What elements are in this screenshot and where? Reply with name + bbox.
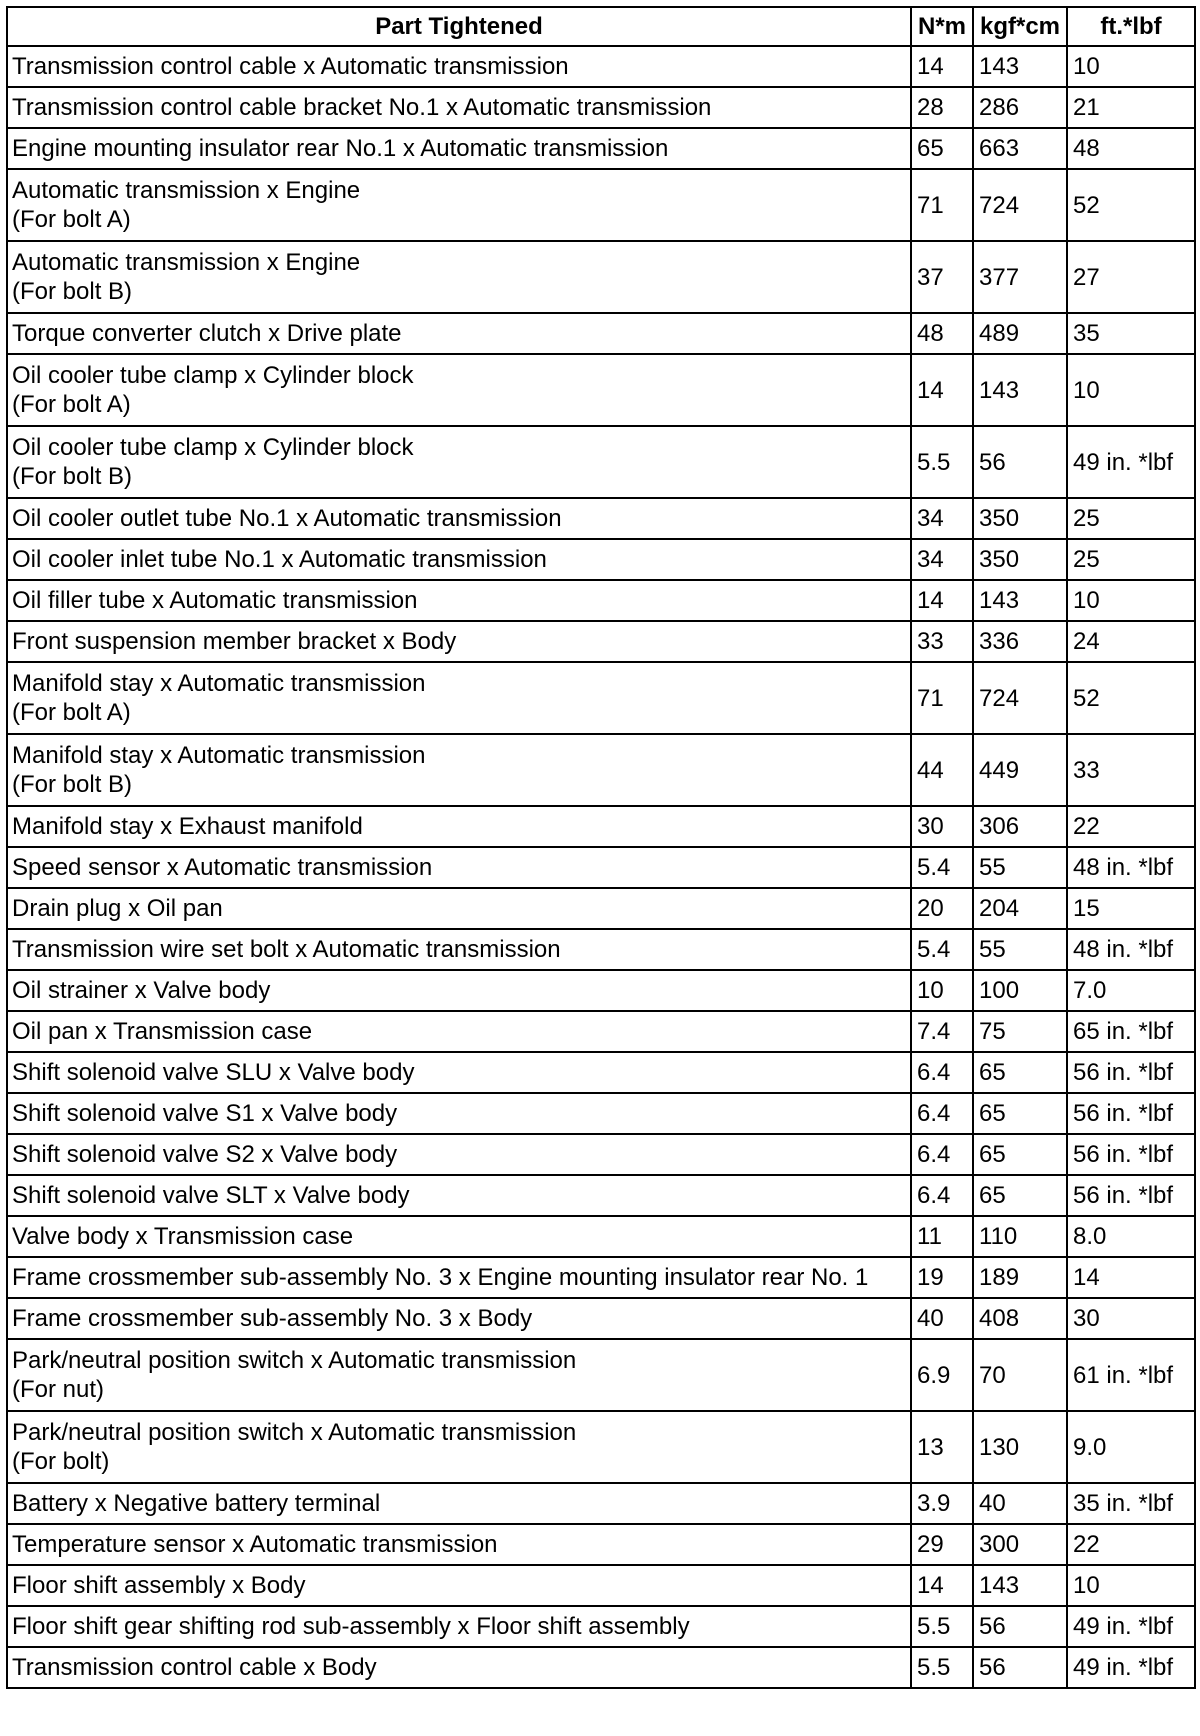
torque-ftlbf-cell: 52 <box>1067 169 1195 241</box>
part-qualifier: (For bolt B) <box>12 771 133 798</box>
part-name: Shift solenoid valve S2 x Valve body <box>12 1141 398 1168</box>
table-row <box>7 621 1195 662</box>
torque-nm-cell: 14 <box>911 46 973 87</box>
torque-kgfcm-cell: 336 <box>973 621 1067 662</box>
table-row <box>7 734 1195 806</box>
part-tightened-cell <box>7 580 911 621</box>
torque-ftlbf-cell: 10 <box>1067 354 1195 426</box>
part-name: Transmission control cable x Body <box>12 1654 377 1681</box>
table-row <box>7 1052 1195 1093</box>
torque-kgfcm-cell: 143 <box>973 1565 1067 1606</box>
part-tightened-cell <box>7 354 911 426</box>
torque-ftlbf-cell: 22 <box>1067 1524 1195 1565</box>
part-qualifier: (For nut) <box>12 1376 105 1403</box>
torque-kgfcm-cell: 350 <box>973 498 1067 539</box>
torque-kgfcm-cell: 449 <box>973 734 1067 806</box>
torque-ftlbf-cell: 56 in. *lbf <box>1067 1052 1195 1093</box>
part-tightened-cell <box>7 621 911 662</box>
torque-nm-cell: 30 <box>911 806 973 847</box>
part-tightened-cell <box>7 1565 911 1606</box>
table-row <box>7 580 1195 621</box>
torque-kgfcm-cell: 65 <box>973 1052 1067 1093</box>
torque-ftlbf-cell: 30 <box>1067 1298 1195 1339</box>
part-tightened-cell <box>7 1175 911 1216</box>
part-tightened-cell <box>7 1606 911 1647</box>
part-tightened-cell <box>7 539 911 580</box>
torque-nm-cell: 6.4 <box>911 1052 973 1093</box>
table-row <box>7 1483 1195 1524</box>
torque-kgfcm-cell: 189 <box>973 1257 1067 1298</box>
torque-kgfcm-cell: 65 <box>973 1093 1067 1134</box>
part-tightened-cell <box>7 87 911 128</box>
part-tightened-cell <box>7 847 911 888</box>
table-row <box>7 46 1195 87</box>
table-row <box>7 1134 1195 1175</box>
torque-ftlbf-cell: 25 <box>1067 498 1195 539</box>
table-row <box>7 87 1195 128</box>
torque-nm-cell: 19 <box>911 1257 973 1298</box>
part-name: Front suspension member bracket x Body <box>12 628 457 655</box>
torque-nm-cell: 14 <box>911 580 973 621</box>
part-name: Park/neutral position switch x Automatic transmission <box>12 1419 577 1446</box>
table-row <box>7 354 1195 426</box>
part-tightened-cell <box>7 1298 911 1339</box>
torque-kgfcm-cell: 143 <box>973 354 1067 426</box>
table-header-row <box>7 7 1195 46</box>
torque-nm-cell: 20 <box>911 888 973 929</box>
torque-ftlbf-cell: 65 in. *lbf <box>1067 1011 1195 1052</box>
torque-kgfcm-cell: 55 <box>973 847 1067 888</box>
torque-ftlbf-cell: 7.0 <box>1067 970 1195 1011</box>
torque-kgfcm-cell: 724 <box>973 169 1067 241</box>
torque-ftlbf-cell: 14 <box>1067 1257 1195 1298</box>
torque-nm-cell: 29 <box>911 1524 973 1565</box>
torque-kgfcm-cell: 143 <box>973 46 1067 87</box>
part-tightened-cell <box>7 313 911 354</box>
table-row <box>7 929 1195 970</box>
part-tightened-cell <box>7 426 911 498</box>
part-name: Temperature sensor x Automatic transmission <box>12 1531 498 1558</box>
table-row <box>7 1411 1195 1483</box>
table-row <box>7 169 1195 241</box>
torque-nm-cell: 71 <box>911 169 973 241</box>
part-qualifier: (For bolt A) <box>12 206 131 233</box>
torque-kgfcm-cell: 70 <box>973 1339 1067 1411</box>
torque-kgfcm-cell: 286 <box>973 87 1067 128</box>
part-name: Oil cooler tube clamp x Cylinder block <box>12 434 414 461</box>
torque-ftlbf-cell: 49 in. *lbf <box>1067 426 1195 498</box>
torque-kgfcm-cell: 408 <box>973 1298 1067 1339</box>
part-tightened-cell <box>7 241 911 313</box>
torque-kgfcm-cell: 40 <box>973 1483 1067 1524</box>
torque-ftlbf-cell: 21 <box>1067 87 1195 128</box>
part-tightened-cell <box>7 1524 911 1565</box>
table-row <box>7 1524 1195 1565</box>
table-row <box>7 662 1195 734</box>
part-name: Transmission control cable bracket No.1 x Automatic transmission <box>12 94 712 121</box>
table-row <box>7 128 1195 169</box>
torque-nm-cell: 5.4 <box>911 847 973 888</box>
part-tightened-cell <box>7 498 911 539</box>
torque-ftlbf-cell: 52 <box>1067 662 1195 734</box>
torque-ftlbf-cell: 9.0 <box>1067 1411 1195 1483</box>
torque-nm-cell: 71 <box>911 662 973 734</box>
part-tightened-cell <box>7 1052 911 1093</box>
torque-nm-cell: 6.4 <box>911 1134 973 1175</box>
torque-ftlbf-cell: 35 in. *lbf <box>1067 1483 1195 1524</box>
table-row <box>7 806 1195 847</box>
torque-kgfcm-cell: 75 <box>973 1011 1067 1052</box>
part-name: Floor shift assembly x Body <box>12 1572 306 1599</box>
part-name: Oil cooler tube clamp x Cylinder block <box>12 362 414 389</box>
torque-kgfcm-cell: 56 <box>973 426 1067 498</box>
table-row <box>7 1257 1195 1298</box>
torque-nm-cell: 34 <box>911 539 973 580</box>
table-row <box>7 970 1195 1011</box>
header-nm: N*m <box>911 7 973 46</box>
torque-kgfcm-cell: 65 <box>973 1134 1067 1175</box>
torque-ftlbf-cell: 48 <box>1067 128 1195 169</box>
part-tightened-cell <box>7 128 911 169</box>
table-row <box>7 313 1195 354</box>
torque-ftlbf-cell: 10 <box>1067 1565 1195 1606</box>
part-tightened-cell <box>7 169 911 241</box>
part-tightened-cell <box>7 1257 911 1298</box>
torque-ftlbf-cell: 48 in. *lbf <box>1067 847 1195 888</box>
torque-nm-cell: 44 <box>911 734 973 806</box>
torque-nm-cell: 37 <box>911 241 973 313</box>
part-tightened-cell <box>7 1134 911 1175</box>
table-row <box>7 888 1195 929</box>
part-name: Manifold stay x Automatic transmission <box>12 670 426 697</box>
torque-kgfcm-cell: 350 <box>973 539 1067 580</box>
part-name: Oil strainer x Valve body <box>12 977 271 1004</box>
part-name: Transmission wire set bolt x Automatic transmission <box>12 936 561 963</box>
part-name: Engine mounting insulator rear No.1 x Automatic transmission <box>12 135 669 162</box>
part-name: Automatic transmission x Engine <box>12 249 361 276</box>
part-tightened-cell <box>7 662 911 734</box>
part-name: Frame crossmember sub-assembly No. 3 x Body <box>12 1305 533 1332</box>
table-row <box>7 1093 1195 1134</box>
part-tightened-cell <box>7 1093 911 1134</box>
torque-ftlbf-cell: 48 in. *lbf <box>1067 929 1195 970</box>
part-tightened-cell <box>7 1483 911 1524</box>
part-tightened-cell <box>7 929 911 970</box>
torque-kgfcm-cell: 56 <box>973 1606 1067 1647</box>
torque-kgfcm-cell: 110 <box>973 1216 1067 1257</box>
torque-nm-cell: 6.4 <box>911 1175 973 1216</box>
torque-kgfcm-cell: 56 <box>973 1647 1067 1688</box>
part-qualifier: (For bolt A) <box>12 391 131 418</box>
torque-nm-cell: 33 <box>911 621 973 662</box>
header-kgfcm: kgf*cm <box>973 7 1067 46</box>
part-tightened-cell <box>7 1216 911 1257</box>
torque-kgfcm-cell: 663 <box>973 128 1067 169</box>
torque-nm-cell: 28 <box>911 87 973 128</box>
table-row <box>7 1606 1195 1647</box>
part-name: Manifold stay x Exhaust manifold <box>12 813 363 840</box>
part-name: Torque converter clutch x Drive plate <box>12 320 402 347</box>
torque-ftlbf-cell: 49 in. *lbf <box>1067 1647 1195 1688</box>
table-row <box>7 498 1195 539</box>
torque-specification-table <box>6 6 1196 1689</box>
part-name: Drain plug x Oil pan <box>12 895 223 922</box>
table-row <box>7 1175 1195 1216</box>
torque-ftlbf-cell: 61 in. *lbf <box>1067 1339 1195 1411</box>
torque-nm-cell: 10 <box>911 970 973 1011</box>
part-tightened-cell <box>7 1411 911 1483</box>
part-name: Oil cooler outlet tube No.1 x Automatic transmission <box>12 505 562 532</box>
part-name: Frame crossmember sub-assembly No. 3 x Engine mounting insulator rear No. 1 <box>12 1264 869 1291</box>
header-part-tightened: Part Tightened <box>7 7 911 46</box>
part-name: Manifold stay x Automatic transmission <box>12 742 426 769</box>
torque-kgfcm-cell: 204 <box>973 888 1067 929</box>
table-row <box>7 1011 1195 1052</box>
torque-kgfcm-cell: 377 <box>973 241 1067 313</box>
table-row <box>7 1216 1195 1257</box>
torque-kgfcm-cell: 130 <box>973 1411 1067 1483</box>
torque-ftlbf-cell: 10 <box>1067 46 1195 87</box>
part-qualifier: (For bolt B) <box>12 278 133 305</box>
torque-nm-cell: 14 <box>911 1565 973 1606</box>
torque-ftlbf-cell: 33 <box>1067 734 1195 806</box>
torque-ftlbf-cell: 56 in. *lbf <box>1067 1093 1195 1134</box>
torque-ftlbf-cell: 10 <box>1067 580 1195 621</box>
header-ftlbf: ft.*lbf <box>1067 7 1195 46</box>
part-name: Oil cooler inlet tube No.1 x Automatic transmission <box>12 546 547 573</box>
part-name: Automatic transmission x Engine <box>12 177 361 204</box>
torque-kgfcm-cell: 300 <box>973 1524 1067 1565</box>
part-name: Oil pan x Transmission case <box>12 1018 313 1045</box>
part-name: Shift solenoid valve SLU x Valve body <box>12 1059 415 1086</box>
torque-nm-cell: 65 <box>911 128 973 169</box>
torque-nm-cell: 14 <box>911 354 973 426</box>
part-name: Oil filler tube x Automatic transmission <box>12 587 418 614</box>
table-row <box>7 847 1195 888</box>
torque-nm-cell: 13 <box>911 1411 973 1483</box>
torque-nm-cell: 40 <box>911 1298 973 1339</box>
torque-nm-cell: 7.4 <box>911 1011 973 1052</box>
part-tightened-cell <box>7 970 911 1011</box>
torque-nm-cell: 11 <box>911 1216 973 1257</box>
part-qualifier: (For bolt) <box>12 1448 110 1475</box>
part-qualifier: (For bolt B) <box>12 463 133 490</box>
part-tightened-cell <box>7 1011 911 1052</box>
torque-kgfcm-cell: 65 <box>973 1175 1067 1216</box>
part-tightened-cell <box>7 1647 911 1688</box>
torque-kgfcm-cell: 489 <box>973 313 1067 354</box>
torque-kgfcm-cell: 100 <box>973 970 1067 1011</box>
table-row <box>7 1339 1195 1411</box>
table-row <box>7 539 1195 580</box>
torque-nm-cell: 6.4 <box>911 1093 973 1134</box>
part-name: Speed sensor x Automatic transmission <box>12 854 433 881</box>
part-name: Battery x Negative battery terminal <box>12 1490 381 1517</box>
torque-kgfcm-cell: 55 <box>973 929 1067 970</box>
torque-kgfcm-cell: 306 <box>973 806 1067 847</box>
torque-kgfcm-cell: 143 <box>973 580 1067 621</box>
table-row <box>7 1298 1195 1339</box>
torque-nm-cell: 5.4 <box>911 929 973 970</box>
torque-ftlbf-cell: 25 <box>1067 539 1195 580</box>
torque-kgfcm-cell: 724 <box>973 662 1067 734</box>
torque-ftlbf-cell: 27 <box>1067 241 1195 313</box>
torque-ftlbf-cell: 56 in. *lbf <box>1067 1134 1195 1175</box>
part-name: Valve body x Transmission case <box>12 1223 354 1250</box>
part-name: Floor shift gear shifting rod sub-assembly x Floor shift assembly <box>12 1613 690 1640</box>
torque-nm-cell: 48 <box>911 313 973 354</box>
torque-nm-cell: 5.5 <box>911 1647 973 1688</box>
table-row <box>7 1565 1195 1606</box>
table-row <box>7 1647 1195 1688</box>
torque-ftlbf-cell: 49 in. *lbf <box>1067 1606 1195 1647</box>
part-tightened-cell <box>7 46 911 87</box>
table-row <box>7 241 1195 313</box>
torque-ftlbf-cell: 24 <box>1067 621 1195 662</box>
part-qualifier: (For bolt A) <box>12 699 131 726</box>
torque-ftlbf-cell: 8.0 <box>1067 1216 1195 1257</box>
torque-ftlbf-cell: 15 <box>1067 888 1195 929</box>
part-name: Transmission control cable x Automatic transmission <box>12 53 569 80</box>
part-tightened-cell <box>7 888 911 929</box>
torque-ftlbf-cell: 35 <box>1067 313 1195 354</box>
part-tightened-cell <box>7 734 911 806</box>
torque-ftlbf-cell: 22 <box>1067 806 1195 847</box>
part-tightened-cell <box>7 1339 911 1411</box>
torque-nm-cell: 34 <box>911 498 973 539</box>
part-name: Shift solenoid valve SLT x Valve body <box>12 1182 410 1209</box>
torque-nm-cell: 5.5 <box>911 426 973 498</box>
torque-nm-cell: 3.9 <box>911 1483 973 1524</box>
table-body <box>7 46 1195 1688</box>
torque-nm-cell: 6.9 <box>911 1339 973 1411</box>
torque-nm-cell: 5.5 <box>911 1606 973 1647</box>
part-name: Shift solenoid valve S1 x Valve body <box>12 1100 398 1127</box>
part-tightened-cell <box>7 806 911 847</box>
table-row <box>7 426 1195 498</box>
part-name: Park/neutral position switch x Automatic transmission <box>12 1347 577 1374</box>
torque-ftlbf-cell: 56 in. *lbf <box>1067 1175 1195 1216</box>
